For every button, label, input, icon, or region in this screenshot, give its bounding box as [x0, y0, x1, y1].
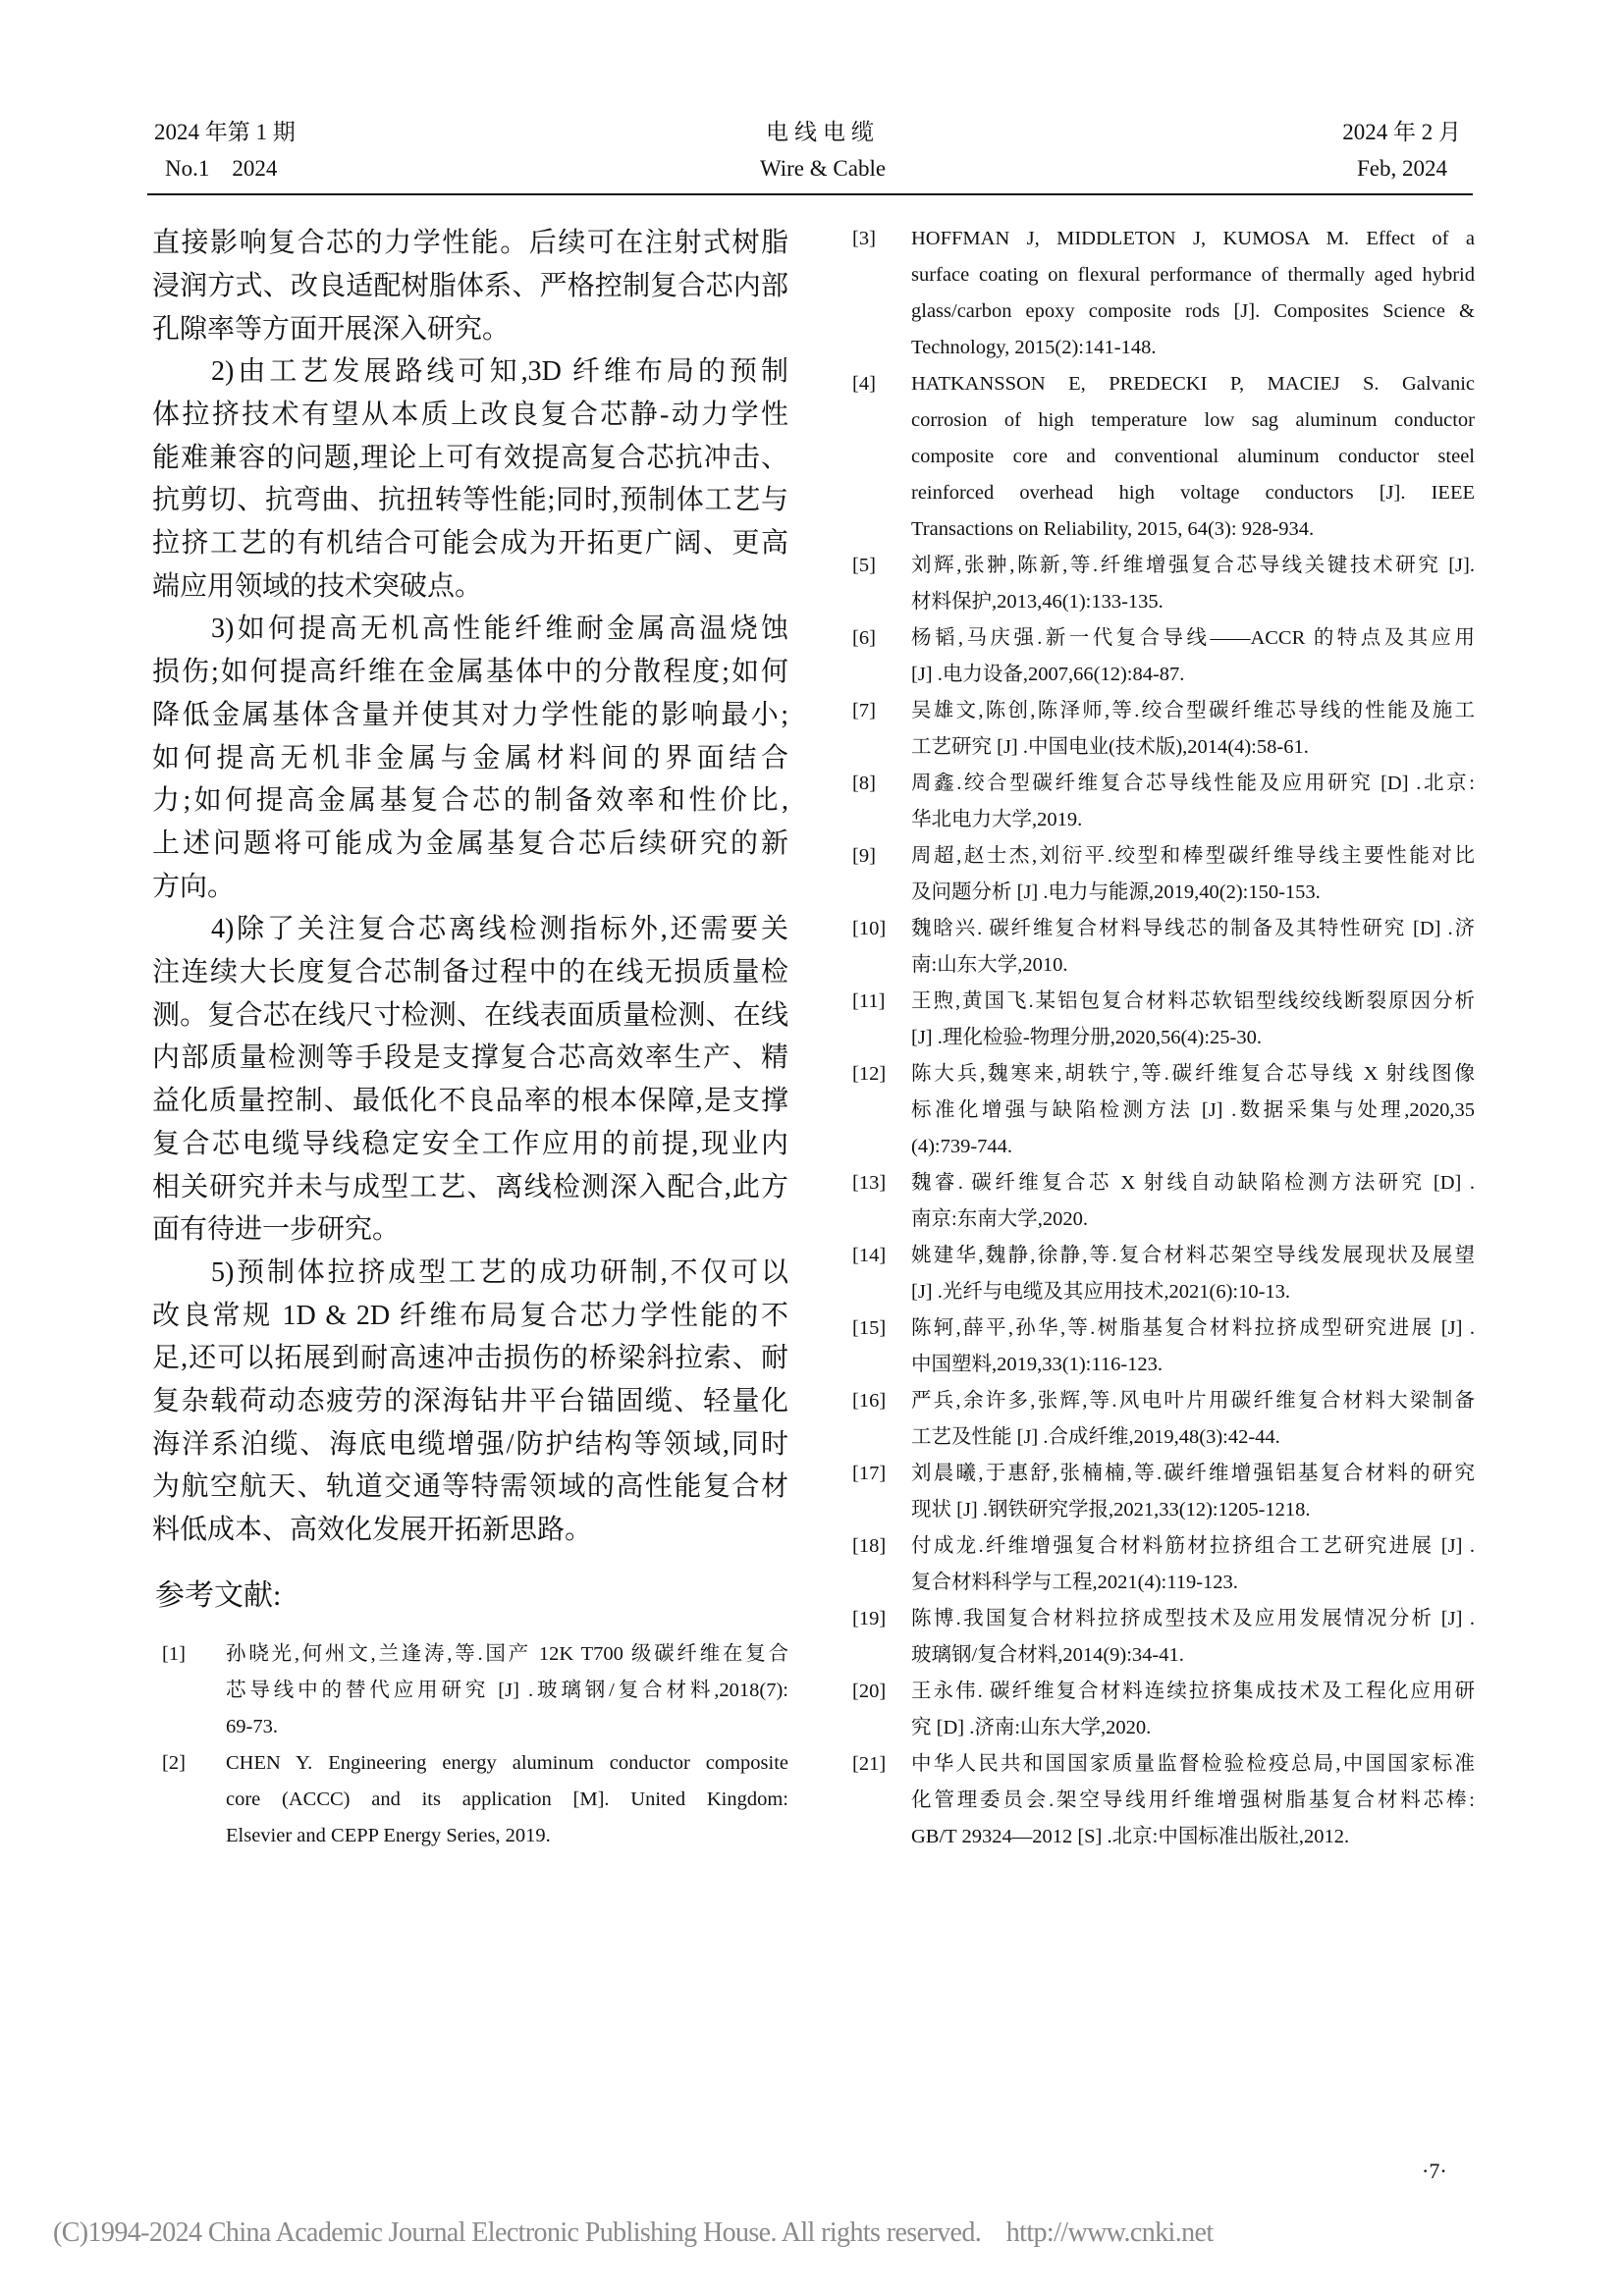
reference-number: [9] [852, 844, 876, 867]
body-line: 益化质量控制、最低化不良品率的根本保障,是支撑 [152, 1086, 788, 1117]
reference-line: CHEN Y. Engineering energy aluminum conductor composite [226, 1751, 788, 1774]
body-line: 抗剪切、抗弯曲、抗扭转等性能;同时,预制体工艺与 [152, 485, 788, 516]
reference-line: 周超,赵士杰,刘衍平.绞型和棒型碳纤维导线主要性能对比 [911, 844, 1475, 867]
reference-number: [16] [852, 1389, 887, 1412]
reference-line: 69-73. [226, 1715, 278, 1737]
body-line: 端应用领域的技术突破点。 [152, 570, 483, 602]
body-line: 降低金属基体含量并使其对力学性能的影响最小; [152, 699, 788, 730]
reference-line: 吴雄文,陈创,陈泽师,等.绞合型碳纤维芯导线的性能及施工 [911, 699, 1475, 721]
journal-title-en: Wire & Cable [759, 156, 887, 181]
reference-line: 王煦,黄国飞.某铝包复合材料芯软铝型线绞线断裂原因分析 [911, 989, 1475, 1012]
reference-line: composite core and conventional aluminum conductor steel [911, 445, 1475, 467]
issue-cn: 2024 年第 1 期 [154, 120, 296, 144]
body-line: 力;如何提高金属基复合芯的制备效率和性价比, [152, 785, 788, 817]
reference-line: 芯导线中的替代应用研究 [J] .玻璃钢/复合材料,2018(7): [226, 1679, 788, 1701]
reference-line: 魏晗兴. 碳纤维复合材料导线芯的制备及其特性研究 [D] .济 [911, 917, 1475, 939]
body-line: 注连续大长度复合芯制备过程中的在线无损质量检 [152, 957, 788, 988]
body-line: 4)除了关注复合芯离线检测指标外,还需要关 [211, 914, 788, 945]
body-line: 如何提高无机非金属与金属材料间的界面结合 [152, 742, 788, 774]
reference-line: 陈轲,薛平,孙华,等.树脂基复合材料拉挤成型研究进展 [J] . [911, 1316, 1475, 1339]
body-line: 损伤;如何提高纤维在金属基体中的分散程度;如何 [152, 657, 788, 688]
reference-line: (4):739-744. [911, 1135, 1013, 1157]
header-rule [147, 193, 1473, 195]
body-line: 直接影响复合芯的力学性能。后续可在注射式树脂 [152, 228, 788, 259]
reference-line: reinforced overhead high voltage conductors [J]. IEEE [911, 481, 1475, 504]
reference-line: 刘晨曦,于惠舒,张楠楠,等.碳纤维增强铝基复合材料的研究 [911, 1462, 1475, 1484]
reference-line: GB/T 29324—2012 [S] .北京:中国标准出版社,2012. [911, 1825, 1350, 1847]
reference-line: [J] .光纤与电缆及其应用技术,2021(6):10-13. [911, 1280, 1291, 1303]
reference-number: [20] [852, 1680, 887, 1702]
body-line: 孔隙率等方面开展深入研究。 [152, 313, 511, 345]
reference-line: 玻璃钢/复合材料,2014(9):34-41. [911, 1643, 1184, 1666]
reference-line: 华北电力大学,2019. [911, 808, 1083, 830]
reference-line: 陈博.我国复合材料拉挤成型技术及应用发展情况分析 [J] . [911, 1607, 1475, 1629]
reference-line: 陈大兵,魏寒来,胡轶宁,等.碳纤维复合芯导线 X 射线图像 [911, 1062, 1475, 1085]
reference-number: [8] [852, 772, 876, 794]
reference-line: corrosion of high temperature low sag aluminum conductor [911, 408, 1475, 431]
references-heading: 参考文献: [155, 1579, 282, 1612]
reference-line: 现状 [J] .钢铁研究学报,2021,33(12):1205-1218. [911, 1498, 1311, 1521]
reference-number: [11] [852, 989, 886, 1012]
body-line: 海洋系泊缆、海底电缆增强/防护结构等领域,同时 [152, 1428, 788, 1460]
reference-line: 姚建华,魏静,徐静,等.复合材料芯架空导线发展现状及展望 [911, 1244, 1475, 1266]
reference-number: [5] [852, 554, 876, 576]
reference-line: 复合材料科学与工程,2021(4):119-123. [911, 1571, 1238, 1593]
body-line: 为航空航天、轨道交通等特需领域的高性能复合材 [152, 1471, 788, 1503]
reference-line: glass/carbon epoxy composite rods [J]. Composites Science & [911, 299, 1475, 322]
body-line: 相关研究并未与成型工艺、离线检测深入配合,此方 [152, 1171, 788, 1202]
reference-line: 中国塑料,2019,33(1):116-123. [911, 1353, 1164, 1375]
body-line: 方向。 [152, 871, 236, 902]
date-cn: 2024 年 2 月 [1342, 120, 1461, 144]
reference-line: 付成龙.纤维增强复合材料筋材拉挤组合工艺研究进展 [J] . [911, 1534, 1475, 1557]
reference-number: [13] [852, 1171, 887, 1194]
copyright-notice: (C)1994-2024 China Academic Journal Electronic Publishing House. All rights reserved. http://www.cnki.net [53, 2217, 1214, 2248]
reference-line: [J] .电力设备,2007,66(12):84-87. [911, 663, 1185, 685]
page-number: ·7· [1422, 2159, 1447, 2183]
reference-line: Transactions on Reliability, 2015, 64(3): 928-934. [911, 517, 1315, 540]
body-line: 浸润方式、改良适配树脂体系、严格控制复合芯内部 [152, 270, 788, 301]
reference-number: [2] [162, 1751, 186, 1774]
reference-line: 材料保护,2013,46(1):133-135. [911, 590, 1164, 613]
reference-number: [17] [852, 1462, 887, 1484]
reference-number: [15] [852, 1316, 887, 1339]
reference-line: Technology, 2015(2):141-148. [911, 336, 1157, 358]
body-line: 足,还可以拓展到耐高速冲击损伤的桥梁斜拉索、耐 [152, 1343, 788, 1374]
reference-line: 中华人民共和国国家质量监督检验检疫总局,中国国家标准 [911, 1752, 1475, 1775]
reference-line: HATKANSSON E, PREDECKI P, MACIEJ S. Galvanic [911, 372, 1475, 395]
reference-line: 化管理委员会.架空导线用纤维增强树脂基复合材料芯棒: [911, 1789, 1475, 1811]
reference-line: surface coating on flexural performance of thermally aged hybrid [911, 263, 1475, 286]
body-line: 能难兼容的问题,理论上可有效提高复合芯抗冲击、 [152, 442, 788, 473]
reference-number: [14] [852, 1244, 887, 1266]
reference-line: 王永伟. 碳纤维复合材料连续拉挤集成技术及工程化应用研 [911, 1680, 1475, 1702]
reference-line: 标准化增强与缺陷检测方法 [J] .数据采集与处理,2020,35 [911, 1098, 1475, 1121]
reference-line: 周鑫.绞合型碳纤维复合芯导线性能及应用研究 [D] .北京: [911, 772, 1475, 794]
body-line: 拉挤工艺的有机结合可能会成为开拓更广阔、更高 [152, 528, 788, 560]
body-line: 上述问题将可能成为金属基复合芯后续研究的新 [152, 828, 788, 859]
body-line: 面有待进一步研究。 [152, 1214, 401, 1246]
reference-number: [1] [162, 1642, 186, 1665]
reference-line: 刘辉,张翀,陈新,等.纤维增强复合芯导线关键技术研究 [J]. [911, 554, 1475, 576]
reference-number: [10] [852, 917, 887, 939]
issue-en: No.1 2024 [165, 156, 278, 181]
body-line: 2)由工艺发展路线可知,3D 纤维布局的预制 [211, 356, 788, 388]
reference-line: [J] .理化检验-物理分册,2020,56(4):25-30. [911, 1026, 1263, 1048]
reference-number: [21] [852, 1752, 887, 1775]
body-line: 内部质量检测等手段是支撑复合芯高效率生产、精 [152, 1042, 788, 1074]
body-line: 3)如何提高无机高性能纤维耐金属高温烧蚀 [211, 614, 788, 645]
body-line: 复杂载荷动态疲劳的深海钻井平台锚固缆、轻量化 [152, 1386, 788, 1417]
reference-number: [18] [852, 1534, 887, 1557]
reference-line: core (ACCC) and its application [M]. United Kingdom: [226, 1788, 788, 1810]
reference-line: 工艺研究 [J] .中国电业(技术版),2014(4):58-61. [911, 735, 1309, 758]
journal-title-cn: 电线电缆 [766, 120, 880, 144]
body-line: 料低成本、高效化发展开拓新思路。 [152, 1515, 593, 1546]
body-line: 体拉挤技术有望从本质上改良复合芯静-动力学性 [152, 399, 788, 430]
reference-number: [3] [852, 227, 876, 249]
reference-line: Elsevier and CEPP Energy Series, 2019. [226, 1824, 551, 1846]
body-line: 复合芯电缆导线稳定安全工作应用的前提,现业内 [152, 1128, 788, 1159]
reference-line: 魏睿. 碳纤维复合芯 X 射线自动缺陷检测方法研究 [D] . [911, 1171, 1475, 1194]
reference-line: 南:山东大学,2010. [911, 953, 1068, 976]
reference-number: [7] [852, 699, 876, 721]
reference-line: 究 [D] .济南:山东大学,2020. [911, 1716, 1152, 1738]
reference-line: 杨韬,马庆强.新一代复合导线——ACCR 的特点及其应用 [911, 626, 1475, 649]
reference-number: [19] [852, 1607, 887, 1629]
reference-line: 严兵,余许多,张辉,等.风电叶片用碳纤维复合材料大梁制备 [911, 1389, 1475, 1412]
reference-line: 工艺及性能 [J] .合成纤维,2019,48(3):42-44. [911, 1425, 1280, 1448]
body-line: 改良常规 1D & 2D 纤维布局复合芯力学性能的不 [152, 1300, 788, 1331]
reference-line: 及问题分析 [J] .电力与能源,2019,40(2):150-153. [911, 881, 1321, 903]
body-line: 5)预制体拉挤成型工艺的成功研制,不仅可以 [211, 1256, 788, 1288]
body-line: 测。复合芯在线尺寸检测、在线表面质量检测、在线 [152, 999, 788, 1031]
reference-number: [4] [852, 372, 876, 395]
reference-number: [12] [852, 1062, 887, 1085]
reference-line: HOFFMAN J, MIDDLETON J, KUMOSA M. Effect of a [911, 227, 1475, 249]
date-en: Feb, 2024 [1357, 156, 1447, 181]
reference-number: [6] [852, 626, 876, 649]
reference-line: 南京:东南大学,2020. [911, 1207, 1088, 1230]
reference-line: 孙晓光,何州文,兰逢涛,等.国产 12K T700 级碳纤维在复合 [226, 1642, 788, 1665]
